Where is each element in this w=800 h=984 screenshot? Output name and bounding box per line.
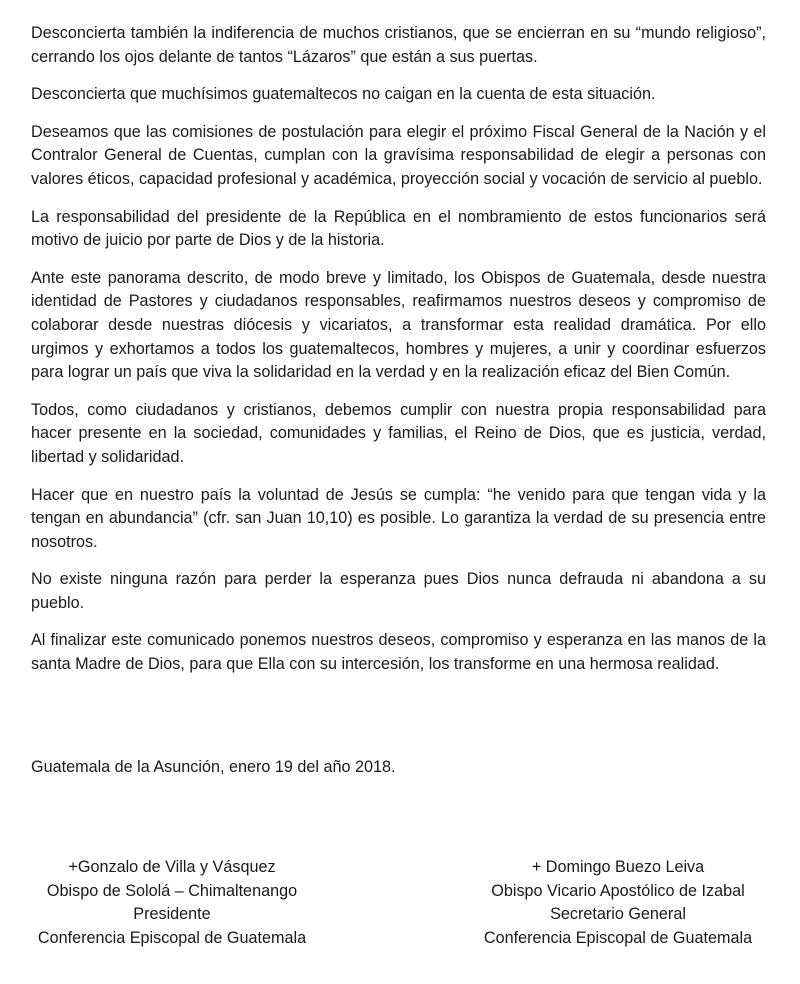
signatory-position: Secretario General [550, 905, 686, 924]
document-body [31, 22, 766, 691]
paragraph-voluntad-jesus: Hacer que en nuestro país la voluntad de Jesús se cumpla: “he venido para que tengan vida y la tengan en abundancia” (cfr. san Juan 10,10) es posible. Lo garantiza la verdad de su presencia entre nosotros. [31, 485, 766, 551]
signatory-organization: Conferencia Episcopal de Guatemala [483, 928, 753, 947]
signature-block-left [31, 856, 313, 950]
dateline: Guatemala de la Asunción, enero 19 del año 2018. [31, 758, 396, 776]
signature-block-right [470, 856, 766, 950]
paragraph-esperanza: No existe ninguna razón para perder la esperanza pues Dios nunca defrauda ni abandona a su pueblo. [31, 570, 766, 612]
paragraph-indiferencia: Desconcierta también la indiferencia de muchos cristianos, que se encierran en su “mundo religioso”, cerrando los ojos delante de tantos “Lázaros” que están a sus puertas. [31, 24, 766, 66]
paragraph-ciudadanos-cristianos: Todos, como ciudadanos y cristianos, debemos cumplir con nuestra propia responsabilidad para hacer presente en la sociedad, comunidades y familias, el Reino de Dios, que es justicia, verdad, libertad y solidaridad. [31, 400, 766, 466]
signatory-role: Obispo Vicario Apostólico de Izabal [491, 881, 745, 900]
paragraph-responsabilidad-presidente: La responsabilidad del presidente de la República en el nombramiento de estos funcionarios será motivo de juicio por parte de Dios y de la historia. [31, 207, 766, 250]
signatory-position: Presidente [133, 905, 211, 924]
signatory-name: +Gonzalo de Villa y Vásquez [68, 858, 276, 876]
paragraph-desconcierta: Desconcierta que muchísimos guatemaltecos no caigan en la cuenta de esta situación. [31, 85, 656, 104]
signatory-name: + Domingo Buezo Leiva [531, 858, 705, 876]
signatory-role: Obispo de Sololá – Chimaltenango [46, 881, 298, 900]
paragraph-comisiones: Deseamos que las comisiones de postulación para elegir el próximo Fiscal General de la Nación y el Contralor General de Cuentas, cumplan con la gravísima responsabilidad de elegir a personas con valores éticos, capacidad profesional y académica, proyección social y vocación de servicio al pueblo. [31, 122, 766, 188]
signatory-organization: Conferencia Episcopal de Guatemala [37, 928, 307, 947]
paragraph-conclusion: Al finalizar este comunicado ponemos nuestros deseos, compromiso y esperanza en las manos de la santa Madre de Dios, para que Ella con su intercesión, los transforme en una hermosa realidad. [31, 631, 766, 674]
paragraph-panorama: Ante este panorama descrito, de modo breve y limitado, los Obispos de Guatemala, desde nuestra identidad de Pastores y ciudadanos responsables, reafirmamos nuestros deseos y compromiso de colaborar desde nuestras diócesis y vicariatos, a transformar esta realidad dramática. Por ello urgimos y exhortamos a todos los guatemaltecos, hombres y mujeres, a unir y coordinar esfuerzos para lograr un país que viva la solidaridad en la verdad y en la realización eficaz del Bien Común. [31, 268, 766, 382]
